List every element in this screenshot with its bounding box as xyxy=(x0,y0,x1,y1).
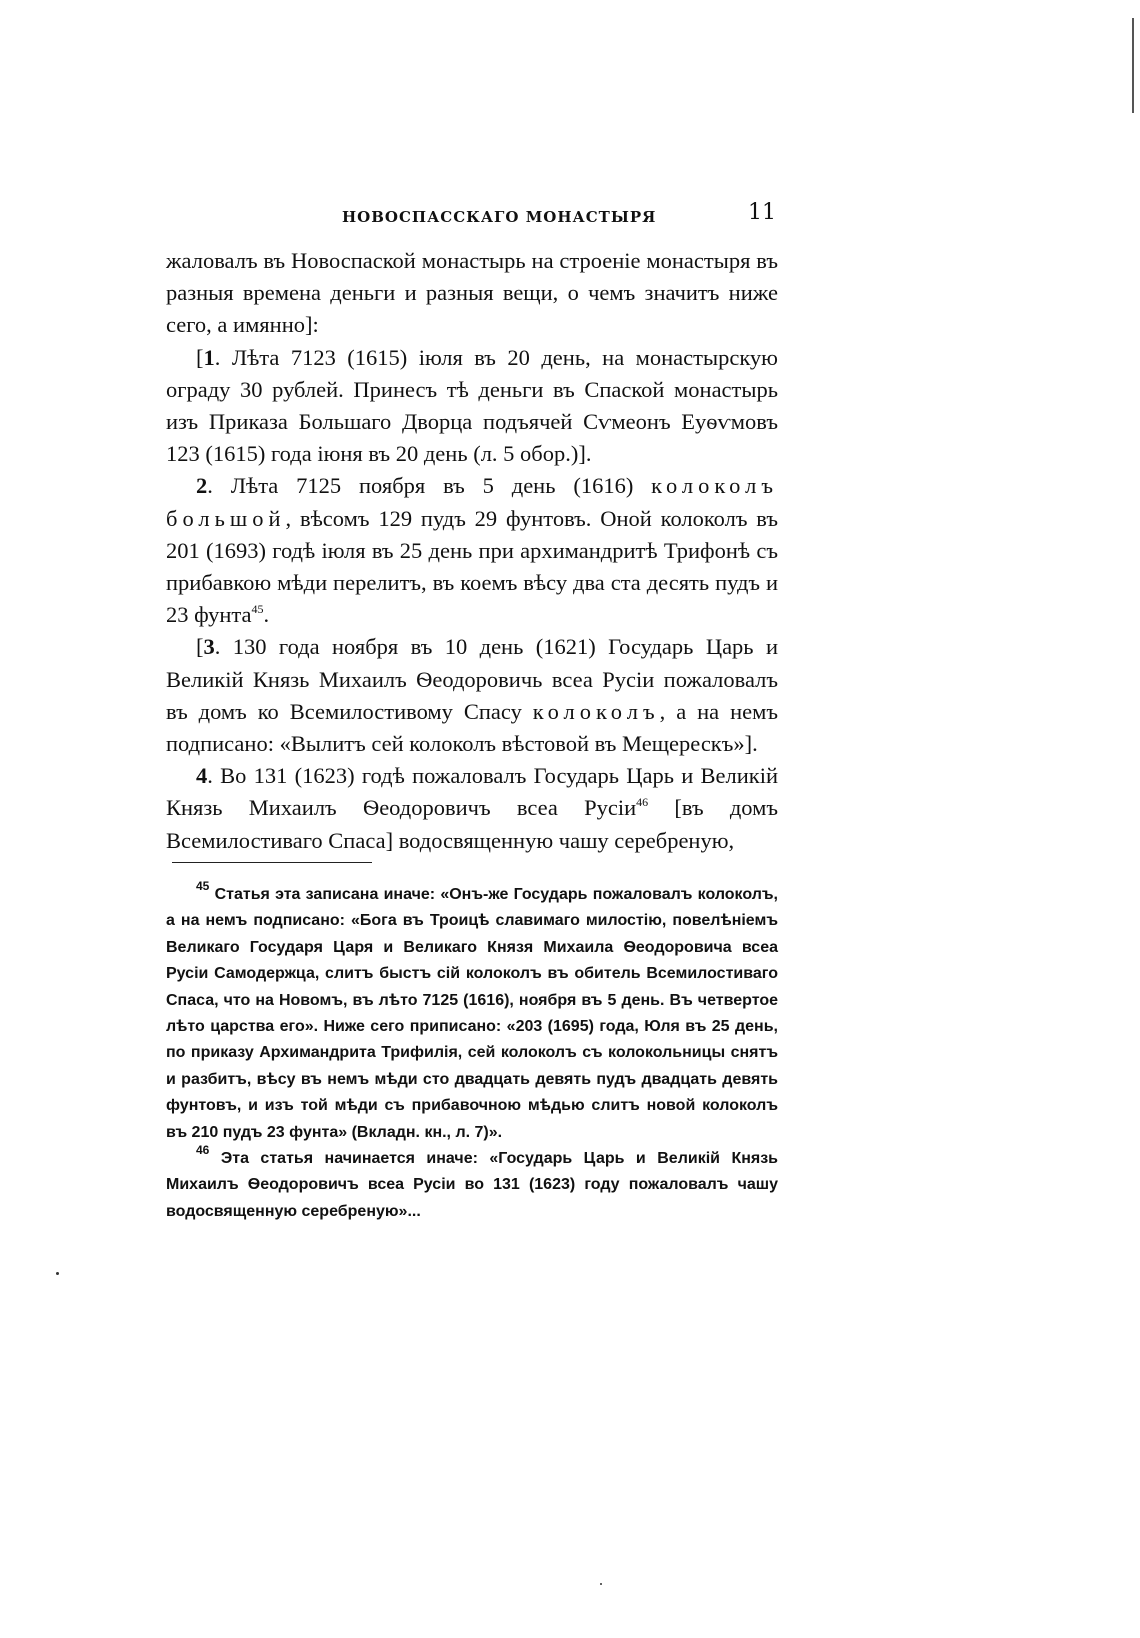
footnote-45-text: Статья эта записана иначе: «Онъ-же Государь пожаловалъ колоколъ, а на немъ подписано: «Бога въ Троицѣ славимаго милостію, повелѣніемъ Великаго Государя Царя и Великаго Князя Михаила Ѳеодоровича всеа Русіи Самодержца, слитъ быстъ сій колоколъ въ обитель Всемилостиваго Спаса, что на Новомъ, въ лѣто 7125 (1616), ноября въ 5 день. Въ четвертое лѣто царства его». Ниже сего приписано: «203 (1695) года, Юля въ 25 день, по приказу Архимандрита Трифилія, сей колоколъ съ колокольницы снятъ и разбитъ, вѣсу въ немъ мѣди сто двадцать девять пудъ двадцать девять фунтовъ, и изъ той мѣди съ прибавочною мѣдью слитъ новой колоколъ въ 210 пудъ 23 фунта» (Вкладн. кн., л. 7)». xyxy=(166,886,778,1141)
running-title: НОВОСПАССКАГО МОНАСТЫРЯ xyxy=(342,208,657,226)
entry-3-number: 3 xyxy=(203,634,215,660)
entry-2-text-a: . Лѣта 7125 поября въ 5 день (1616) xyxy=(207,473,652,499)
footnote-45-marker: 45 xyxy=(196,879,210,893)
entry-2 xyxy=(166,470,778,631)
entry-1-text: . Лѣта 7123 (1615) іюля въ 20 день, на монастырскую ограду 30 рублей. Принесъ тѣ деньги въ Спаской монастырь изъ Приказа Большаго Дворца подъячей Сѵмеонъ Еуѳѵмовъ 123 (1615) года іюня въ 20 день (л. 5 обор.)]. xyxy=(166,344,778,467)
entry-3 xyxy=(166,631,778,760)
scan-speck xyxy=(600,1583,602,1585)
entry-3-text-a: . 130 года ноября въ 10 день (1621) Государь Царь и Великій Князь Михаилъ Ѳеодоровичь всеа Русіи пожаловалъ въ домъ ко Всемилостивому Спасу xyxy=(166,634,778,724)
page-header xyxy=(166,200,778,230)
footnote-46-marker: 46 xyxy=(196,1143,210,1158)
entry-3-text-c: , а на немъ подписано: «Вылитъ сей колоколъ вѣстовой въ Мещерескъ»]. xyxy=(166,698,778,757)
scan-speck xyxy=(56,1272,59,1275)
entry-4-text-a: . Во 131 (1623) годѣ пожаловалъ Государь Царь и Великій Князь Михаилъ Ѳеодоровичъ всеа Русіи xyxy=(166,763,778,821)
page-number: 11 xyxy=(748,200,776,225)
footnote-45 xyxy=(166,879,778,1146)
entry-4-number: 4 xyxy=(196,763,208,789)
entry-3-spaced-text: колоколъ xyxy=(532,698,660,724)
intro-paragraph: жаловалъ въ Новоспаской монастырь на строеніе монастыря въ разныя времена деньги и разныя вещи, о чемъ значитъ ниже сего, а имянно]: xyxy=(166,248,778,338)
footnote-46-text: Эта статья начинается иначе: «Государь Царь и Великій Князь Михаилъ Ѳеодоровичъ всеа Русіи во 131 (1623) году пожаловалъ чашу водосвященную серебреную»... xyxy=(166,1150,779,1220)
entry-2-end: . xyxy=(263,602,270,628)
entry-2-spaced-text: колоколъ большой xyxy=(166,473,778,531)
entry-3-bracket: [ xyxy=(196,634,204,660)
entry-1-bracket: [ xyxy=(196,344,204,370)
scan-edge-line xyxy=(1132,18,1134,113)
main-text xyxy=(166,245,778,857)
footnote-46 xyxy=(166,1143,779,1225)
entry-1 xyxy=(166,342,778,471)
entry-2-number: 2 xyxy=(196,473,208,499)
footnote-divider xyxy=(172,862,372,863)
footnote-ref-45: 45 xyxy=(251,602,264,617)
footnotes xyxy=(166,879,779,1225)
entry-1-number: 1 xyxy=(203,344,215,370)
entry-2-text-c: , вѣсомъ 129 пудъ 29 фунтовъ. Оной колоколъ въ 201 (1693) годѣ іюля въ 25 день при архимандритѣ Трифонѣ съ прибавкою мѣди перелитъ, въ коемъ вѣсу два ста десять пудъ и 23 фунта xyxy=(166,505,778,628)
footnote-ref-46: 46 xyxy=(636,795,649,810)
entry-4 xyxy=(166,760,778,857)
entry-4-text-b: [въ домъ Всемилостиваго Спаса] водосвященную чашу серебреную, xyxy=(166,795,778,853)
